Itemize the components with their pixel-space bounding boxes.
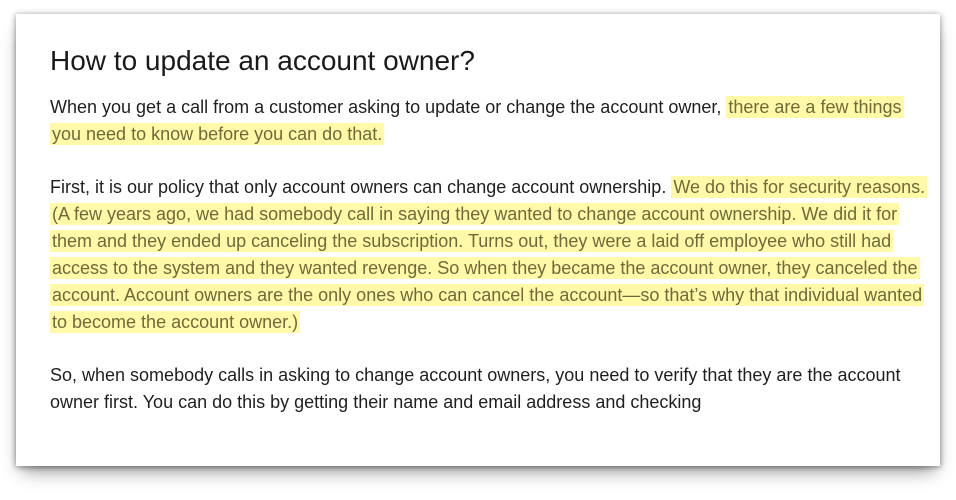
paragraph-intro-text: When you get a call from a customer asking to update or change the account owner, <box>50 97 727 117</box>
document-content <box>50 44 930 416</box>
paragraph-policy <box>50 174 930 336</box>
paragraph-spacer <box>50 336 930 362</box>
paragraph-intro <box>50 94 930 148</box>
document-page <box>16 14 940 466</box>
paragraph-verify: So, when somebody calls in asking to change account owners, you need to verify that they are the account owner first. You can do this by getting their name and email address and checking <box>50 365 901 412</box>
highlight-policy: We do this for security reasons. (A few years ago, we had somebody call in saying they wanted to change account ownership. We did it for them and they ended up canceling the subscription. Turns out, they were a laid off employee who still had access to the system and they wanted revenge. So when they became the account owner, they canceled the account. Account owners are the only ones who can cancel the account—so that’s why that individual wanted to become the account owner.) <box>52 177 926 332</box>
page-title: How to update an account owner? <box>50 45 475 76</box>
paragraph-spacer <box>50 148 930 174</box>
paragraph-policy-text: First, it is our policy that only account owners can change account ownership. <box>50 177 672 197</box>
highlight-intro: there are a few things you need to know before you can do that. <box>52 97 902 144</box>
